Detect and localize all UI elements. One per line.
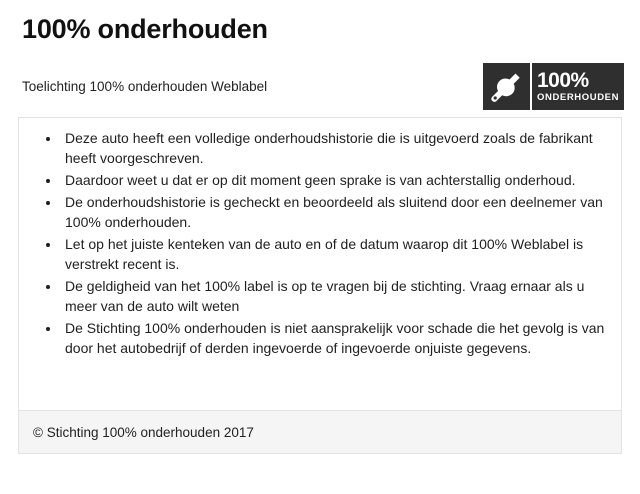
list-item: • Deze auto heeft een volledige onderhoudshistorie die is uitgevoerd zoals de fabrikant heeft voorgeschreven. xyxy=(61,128,607,168)
list-item: • De geldigheid van het 100% label is op te vragen bij de stichting. Vraag ernaar als u meer van de auto wilt weten xyxy=(61,276,607,316)
subheading-row xyxy=(0,63,640,111)
list-item: • De Stichting 100% onderhouden is niet aansprakelijk voor schade die het gevolg is van door het autobedrijf of derden ingevoerde of ingevoerde onjuiste gegevens. xyxy=(61,318,607,358)
logo-word: ONDERHOUDEN xyxy=(537,91,620,103)
list-item: • De onderhoudshistorie is gecheckt en beoordeeld als sluitend door een deelnemer van 100% onderhouden. xyxy=(61,192,607,232)
wrench-icon xyxy=(483,63,530,110)
footer-bar xyxy=(18,410,622,454)
logo-text xyxy=(532,63,624,110)
logo xyxy=(483,63,624,110)
page-title: 100% onderhouden xyxy=(22,14,268,44)
content-panel xyxy=(18,117,622,410)
list-item: • Let op het juiste kenteken van de auto en of de datum waarop dit 100% Weblabel is verstrekt recent is. xyxy=(61,234,607,274)
copyright-text: © Stichting 100% onderhouden 2017 xyxy=(33,424,254,440)
document-page xyxy=(0,14,640,494)
list-item: • Daardoor weet u dat er op dit moment geen sprake is van achterstallig onderhoud. xyxy=(61,170,607,190)
subheading-text: Toelichting 100% onderhouden Weblabel xyxy=(22,79,268,95)
bullet-list xyxy=(33,128,607,358)
logo-number: 100% xyxy=(537,68,589,92)
